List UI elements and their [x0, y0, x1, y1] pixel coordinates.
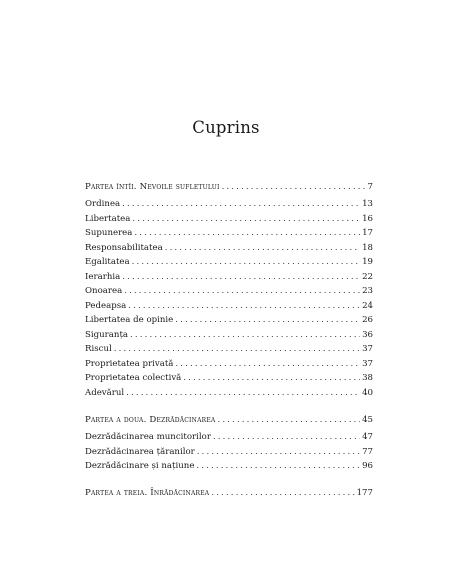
leader-dots	[130, 328, 360, 342]
toc-entry-label: Pedeapsa	[85, 300, 127, 311]
toc-entry-label: Riscul	[85, 344, 112, 354]
toc-entry-page: 7	[367, 182, 373, 192]
toc-entry-label: Libertatea de opinie	[85, 315, 174, 325]
leader-dots	[128, 299, 360, 313]
toc-entry-label: Dezrădăcinarea țăranilor	[85, 446, 195, 457]
toc-entry	[85, 459, 373, 473]
toc-part-entry	[85, 486, 373, 500]
toc-entry-page: 40	[362, 387, 373, 398]
leader-dots	[183, 371, 360, 385]
toc-entry-label: Onoarea	[85, 286, 123, 296]
toc-entry-label: Partea a treia. Înrădăcinarea	[85, 488, 210, 498]
leader-dots	[126, 386, 360, 400]
toc-entry-page: 13	[362, 199, 373, 209]
toc-entry-page: 22	[362, 271, 373, 282]
toc-entry-label: Partea a doua. Dezrădăcinarea	[85, 415, 216, 425]
toc-part-entry	[85, 180, 373, 194]
toc-entry-page: 16	[362, 213, 373, 224]
toc-entry	[85, 226, 373, 240]
leader-dots	[175, 357, 360, 371]
toc-entry-label: Ierarhia	[85, 271, 121, 282]
leader-dots	[132, 255, 360, 269]
toc-entry-page: 17	[362, 228, 373, 238]
toc-entry-label: Responsabilitatea	[85, 242, 163, 253]
leader-dots	[124, 284, 360, 298]
toc-entry	[85, 357, 373, 371]
toc-entry-label: Dezrădăcinare și națiune	[85, 461, 195, 471]
toc-entry	[85, 270, 373, 284]
toc-entry	[85, 445, 373, 459]
toc-entry-page: 19	[362, 257, 373, 267]
leader-dots	[132, 212, 360, 226]
toc-entry	[85, 386, 373, 400]
leader-dots	[134, 226, 360, 240]
toc-entry-label: Siguranța	[85, 329, 129, 340]
leader-dots	[114, 342, 360, 356]
toc-entry	[85, 284, 373, 298]
toc-entry	[85, 255, 373, 269]
toc-entry	[85, 342, 373, 356]
toc-entry-page: 18	[362, 242, 373, 253]
leader-dots	[122, 270, 360, 284]
leader-dots	[211, 486, 354, 500]
leader-dots	[175, 313, 360, 327]
toc-entry-label: Egalitatea	[85, 257, 130, 267]
toc-entry-label: Proprietatea privată	[85, 358, 174, 369]
page-title: Cuprins	[192, 118, 260, 137]
toc-entry-label: Partea întîi. Nevoile sufletului	[85, 182, 220, 192]
leader-dots	[165, 241, 360, 255]
leader-dots	[196, 459, 360, 473]
toc-entry-page: 45	[362, 415, 373, 425]
toc-entry	[85, 371, 373, 385]
toc-entry-page: 38	[362, 373, 373, 383]
toc-entry-label: Libertatea	[85, 213, 131, 224]
toc-entry	[85, 241, 373, 255]
leader-dots	[197, 445, 360, 459]
toc-entry-page: 36	[362, 329, 373, 340]
toc-entry-page: 37	[362, 344, 373, 354]
toc-entry	[85, 430, 373, 444]
toc-entry-label: Supunerea	[85, 228, 133, 238]
toc-entry	[85, 299, 373, 313]
toc-entry-label: Proprietatea colectivă	[85, 373, 182, 383]
toc-part-entry	[85, 413, 373, 427]
leader-dots	[213, 430, 360, 444]
toc-entry-label: Adevărul	[85, 387, 125, 398]
toc-entry-page: 77	[362, 446, 373, 457]
toc-entry	[85, 313, 373, 327]
toc-entry	[85, 328, 373, 342]
toc-entry-page: 37	[362, 358, 373, 369]
toc-entry-page: 177	[356, 488, 373, 498]
toc-entry-page: 26	[362, 315, 373, 325]
toc-entry-label: Dezrădăcinarea muncitorilor	[85, 432, 211, 442]
toc-entry-page: 23	[362, 286, 373, 296]
toc-entry-label: Ordinea	[85, 199, 121, 209]
toc-entry-page: 24	[362, 300, 373, 311]
leader-dots	[122, 197, 360, 211]
leader-dots	[217, 413, 360, 427]
toc-entry	[85, 197, 373, 211]
leader-dots	[222, 180, 366, 194]
toc-entry	[85, 212, 373, 226]
toc-entry-page: 96	[362, 461, 373, 471]
toc-entry-page: 47	[362, 432, 373, 442]
